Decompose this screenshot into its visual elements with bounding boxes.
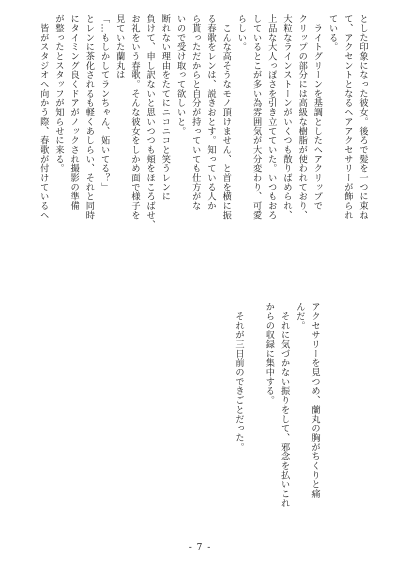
text-line: ら貰っただからと自分が持っていても仕方がな — [189, 14, 201, 211]
text-line: て、アクセントとなるヘアアクセサリーが飾られ — [341, 14, 353, 220]
text-line: からの収録に集中する。 — [263, 302, 275, 405]
text-line: ている。 — [326, 14, 338, 52]
text-line: お礼をいう春歌。そんな彼女をしかめ面で様子を — [128, 14, 140, 220]
blank-line — [246, 302, 261, 552]
text-line: にタイミング良くドアがノックされ撮影の準備 — [68, 14, 80, 211]
upper-text-block — [36, 14, 370, 264]
text-line: 「…もしかしてランちゃん、妬いてる？」 — [98, 14, 110, 192]
text-line: しているとこが多い為雰囲気が大分変わり、可愛 — [250, 14, 262, 220]
text-line: こんな高そうなモノ頂けません、と首を横に振 — [220, 14, 232, 220]
text-line: が整ったとスタッフが知らせに来る。 — [52, 14, 64, 173]
text-line: いので受け取って欲しいと。 — [174, 14, 186, 136]
text-line: る春歌をレンは、説きおとす。知っている人か — [204, 14, 216, 211]
text-line: んだ。 — [293, 302, 305, 331]
text-line: 皆がスタジオへ向かう際、春歌が付けているヘ — [37, 14, 49, 220]
text-line: アクセサリーを見つめ、蘭丸の胸がちくりと痛 — [309, 302, 320, 499]
text-line: それが三日前のできごとだった。 — [232, 302, 244, 452]
text-line: 見ていた蘭丸は — [113, 14, 125, 80]
text-line: とした印象になった彼女。後ろで髪を一つに束ね — [357, 14, 368, 220]
text-line: 断れない理由をたてにニコニコと笑うレンに — [159, 14, 171, 201]
text-line: 負けて、申し訳ないと思いつつも頬をほころばせ、 — [144, 14, 156, 230]
text-line: ライトグリーンを基調としたヘアクリップで — [311, 14, 323, 211]
text-line: クリップの部分には高級な樹脂が使われており、 — [296, 14, 308, 220]
text-line: 上品な大人っぽさを引き立てていた。いつもおろ — [265, 14, 277, 220]
page-number: - 7 - — [188, 543, 212, 553]
text-line: とレンに茶化されるも軽くあしらい、それと同時 — [83, 14, 95, 220]
text-line: それに気づかない振りをして、邪念を払いこれ — [278, 302, 290, 508]
lower-text-block — [231, 302, 322, 552]
text-line: らしい。 — [235, 14, 247, 52]
text-line: 大粒なラインストーンがいくつも散りばめられ、 — [280, 14, 292, 220]
